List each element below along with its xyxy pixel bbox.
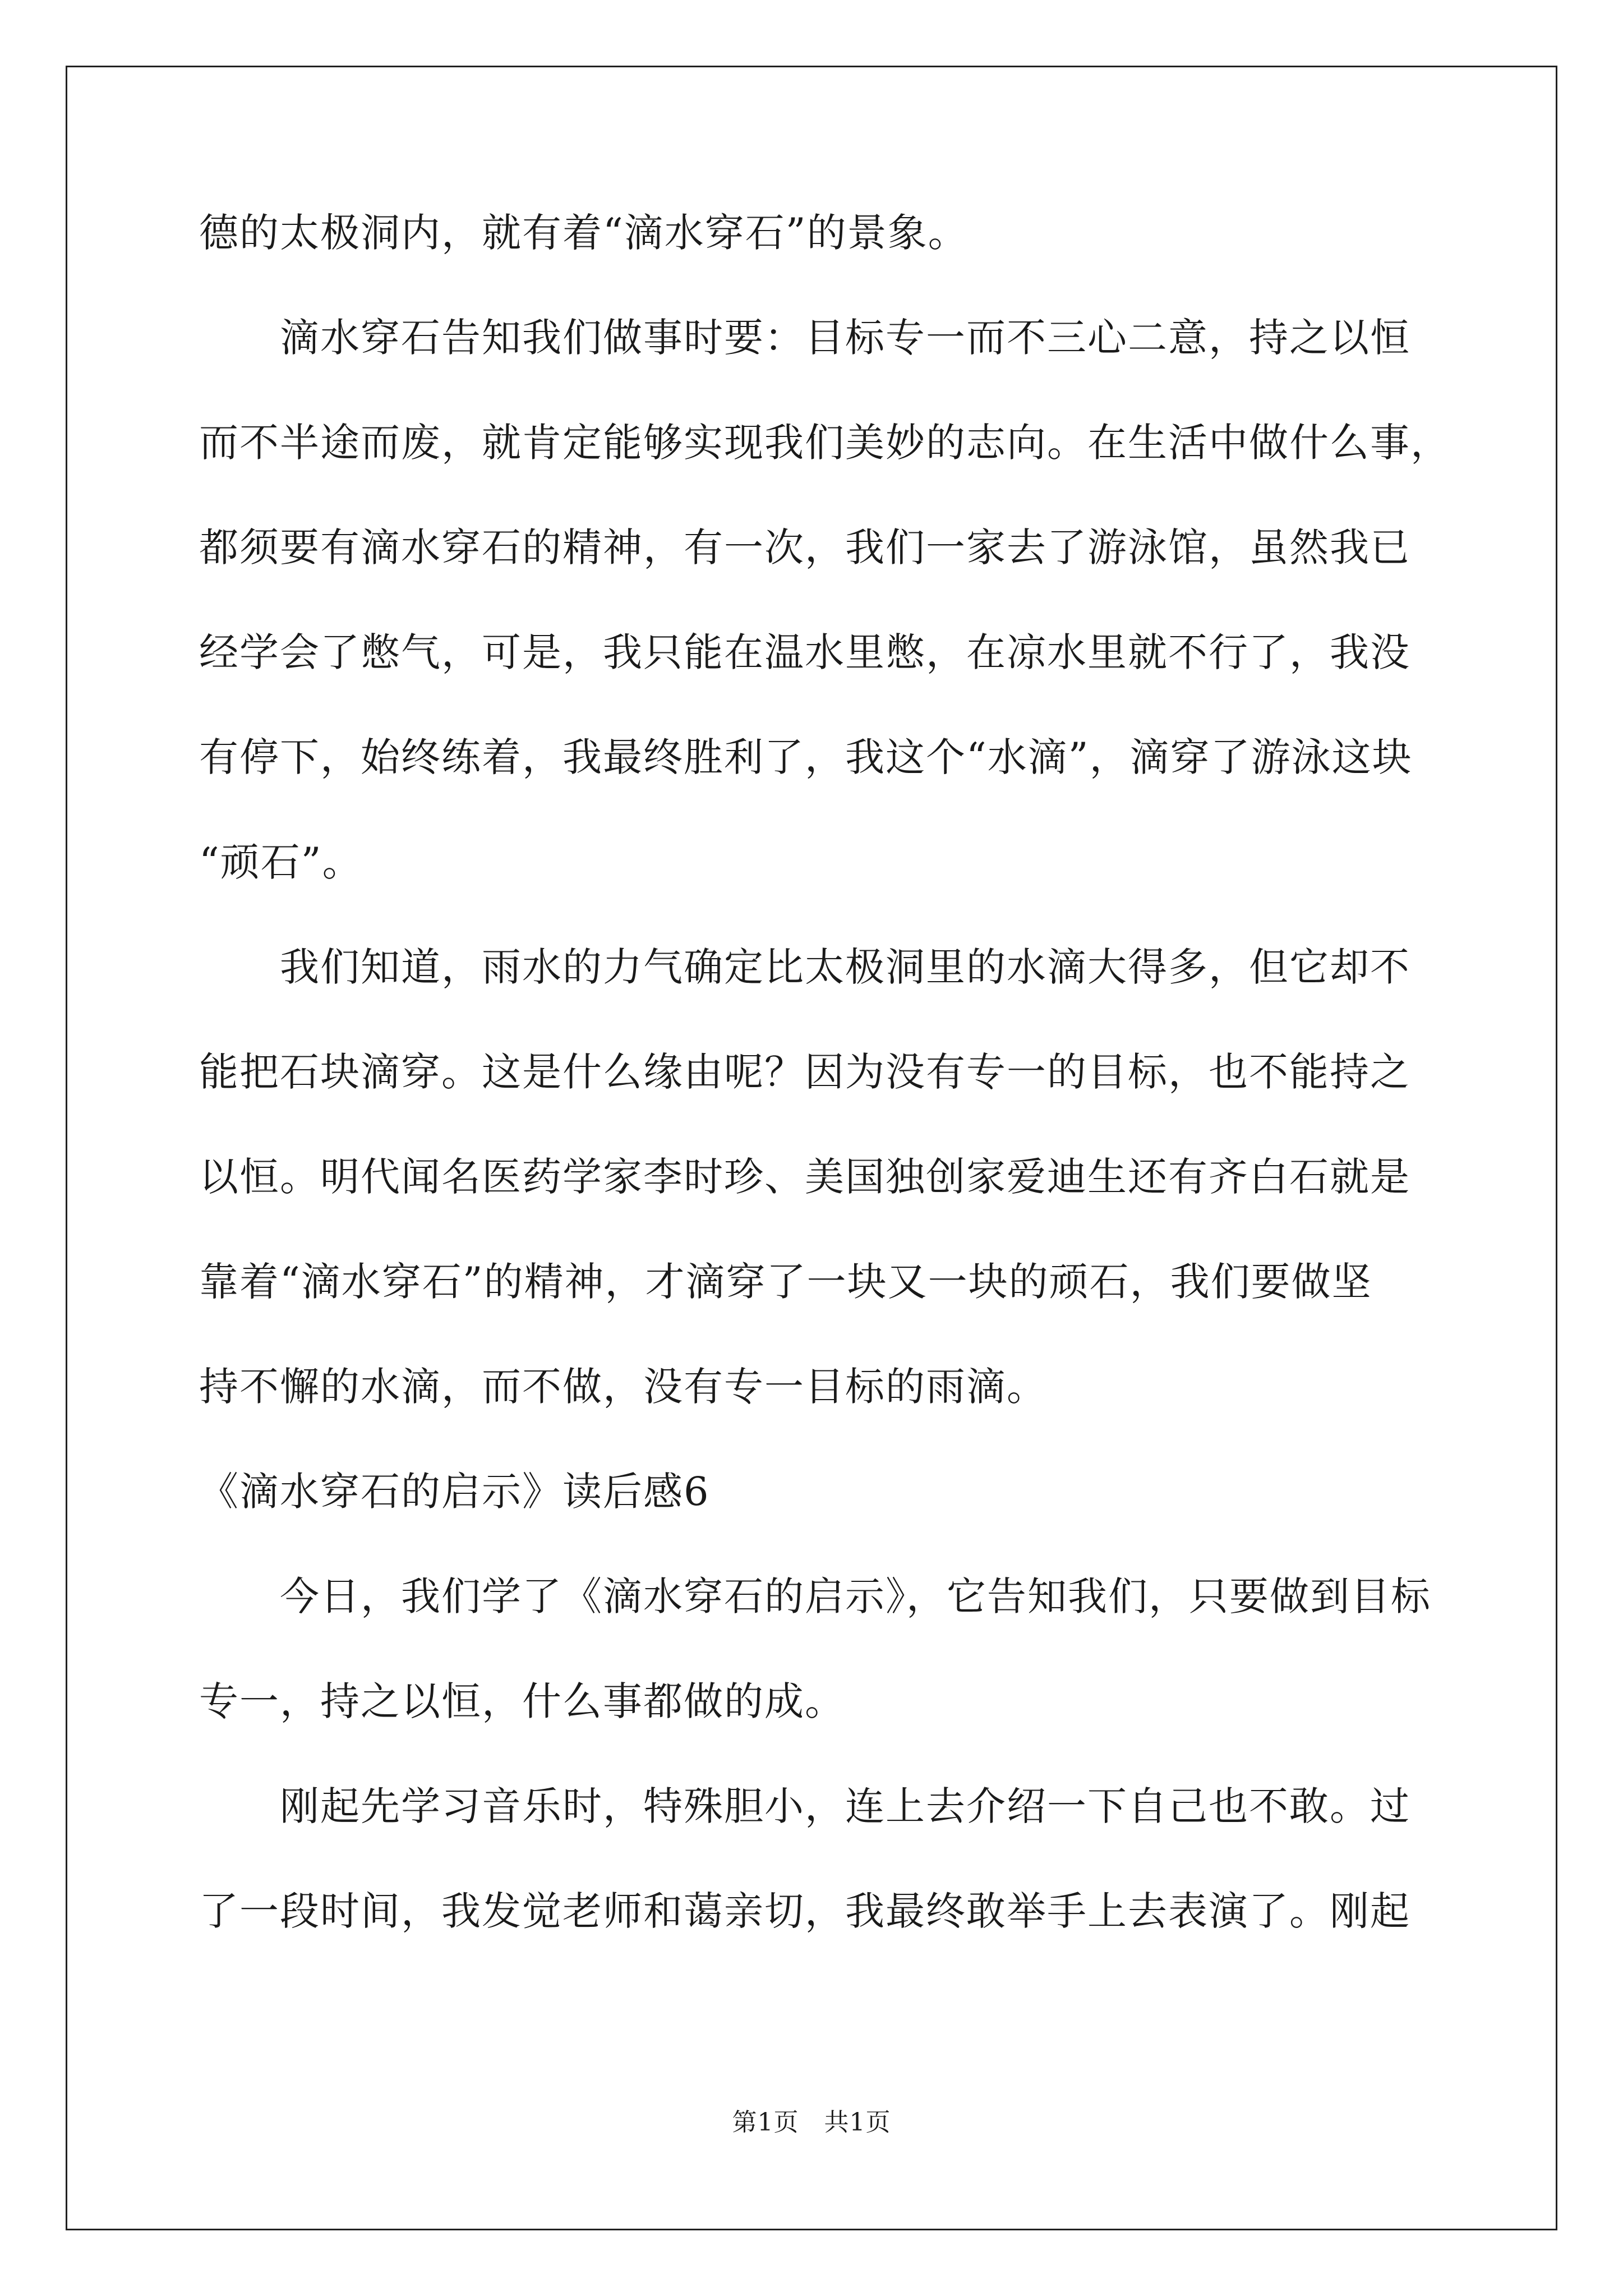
paragraph-start: 我们知道，雨水的力气确定比太极洞里的水滴大得多，但它却不 [199,944,1410,990]
text-line: 都须要有滴水穿石的精神，有一次，我们一家去了游泳馆，虽然我已 [199,524,1410,570]
paragraph-start: 刚起先学习音乐时，特殊胆小，连上去介绍一下自己也不敢。过 [199,1783,1410,1829]
text-line: “顽石”。 [199,839,363,885]
text-line: 有停下，始终练着，我最终胜利了，我这个“水滴”，滴穿了游泳这块 [199,734,1413,780]
text-line: 经学会了憋气，可是，我只能在温水里憋，在凉水里就不行了，我没 [199,629,1410,675]
section-title: 《滴水穿石的启示》读后感6 [199,1469,710,1515]
paragraph-start: 今日，我们学了《滴水穿石的启示》，它告知我们，只要做到目标 [199,1573,1431,1619]
text-line: 了一段时间，我发觉老师和蔼亲切，我最终敢举手上去表演了。刚起 [199,1888,1410,1934]
text-line: 德的太极洞内，就有着“滴水穿石”的景象。 [199,210,969,256]
text-line: 专一，持之以恒，什么事都做的成。 [199,1678,845,1724]
text-line: 能把石块滴穿。这是什么缘由呢？因为没有专一的目标，也不能持之 [199,1049,1410,1095]
text-line: 以恒。明代闻名医药学家李时珍、美国独创家爱迪生还有齐白石就是 [199,1154,1410,1200]
page-number-footer: 第1页 共1页 [732,2108,891,2137]
document-body [199,210,1451,1934]
paragraph-start: 滴水穿石告知我们做事时要：目标专一而不三心二意，持之以恒 [199,315,1410,361]
text-line: 而不半途而废，就肯定能够实现我们美妙的志向。在生活中做什么事， [199,420,1451,466]
text-line: 靠着“滴水穿石”的精神，才滴穿了一块又一块的顽石，我们要做坚 [199,1259,1372,1305]
text-line: 持不懈的水滴，而不做，没有专一目标的雨滴。 [199,1364,1047,1410]
